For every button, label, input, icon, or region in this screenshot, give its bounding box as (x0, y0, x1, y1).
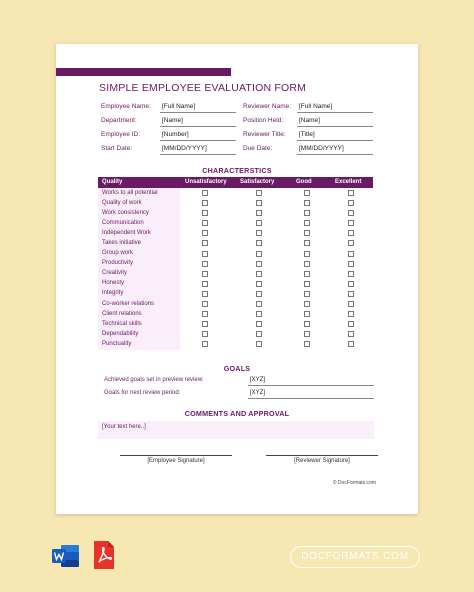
quality-label: Independent Work (98, 228, 180, 238)
table-row (98, 339, 373, 349)
quality-label: Honesty (98, 279, 180, 289)
rating-checkbox-unsatisfactory[interactable] (202, 311, 208, 317)
comments-title: COMMENTS AND APPROVAL (184, 409, 290, 418)
pdf-icon[interactable] (92, 540, 116, 570)
rating-checkbox-excellent[interactable] (348, 200, 354, 206)
rating-checkbox-satisfactory[interactable] (256, 341, 262, 347)
rating-checkbox-unsatisfactory[interactable] (202, 271, 208, 277)
form-title: SIMPLE EMPLOYEE EVALUATION FORM (99, 82, 307, 94)
info-row (56, 100, 418, 114)
rating-checkbox-satisfactory[interactable] (256, 210, 262, 216)
table-row (98, 289, 373, 299)
table-row (98, 198, 373, 208)
quality-label: Work consistency (98, 208, 180, 218)
department-label: Department: (101, 117, 137, 124)
rating-checkbox-satisfactory[interactable] (256, 220, 262, 226)
employee-name-label: Employee Name: (101, 103, 151, 110)
rating-checkbox-excellent[interactable] (348, 220, 354, 226)
rating-checkbox-good[interactable] (304, 331, 310, 337)
rating-checkbox-good[interactable] (304, 291, 310, 297)
table-row (98, 238, 373, 248)
rating-checkbox-excellent[interactable] (348, 240, 354, 246)
department-field[interactable]: [Name] (160, 115, 236, 127)
rating-checkbox-unsatisfactory[interactable] (202, 341, 208, 347)
achieved-goals-field[interactable]: [XYZ] (248, 375, 374, 386)
table-row (98, 319, 373, 329)
rating-checkbox-good[interactable] (304, 251, 310, 257)
rating-checkbox-good[interactable] (304, 200, 310, 206)
goal-row (56, 375, 418, 387)
reviewer-name-field[interactable]: [Full Name] (297, 101, 373, 113)
rating-checkbox-excellent[interactable] (348, 281, 354, 287)
rating-checkbox-unsatisfactory[interactable] (202, 190, 208, 196)
quality-label: Creativity (98, 269, 180, 279)
rating-checkbox-good[interactable] (304, 261, 310, 267)
employee-id-label: Employee ID: (101, 131, 141, 138)
table-body (98, 188, 373, 350)
rating-checkbox-satisfactory[interactable] (256, 251, 262, 257)
rating-checkbox-excellent[interactable] (348, 251, 354, 257)
rating-checkbox-unsatisfactory[interactable] (202, 230, 208, 236)
goals-title: GOALS (223, 364, 251, 373)
rating-checkbox-satisfactory[interactable] (256, 301, 262, 307)
rating-checkbox-good[interactable] (304, 210, 310, 216)
form-page (56, 44, 418, 514)
rating-checkbox-good[interactable] (304, 311, 310, 317)
next-goals-label: Goals for next review period: (104, 390, 181, 396)
rating-checkbox-satisfactory[interactable] (256, 261, 262, 267)
rating-checkbox-satisfactory[interactable] (256, 200, 262, 206)
table-row (98, 208, 373, 218)
table-row (98, 259, 373, 269)
header-unsatisfactory: Unsatisfactory (185, 179, 227, 185)
header-accent-bar (56, 68, 231, 76)
table-row (98, 218, 373, 228)
reviewer-title-field[interactable]: [Title] (297, 129, 373, 141)
rating-checkbox-unsatisfactory[interactable] (202, 301, 208, 307)
goal-row (56, 388, 418, 400)
rating-checkbox-good[interactable] (304, 341, 310, 347)
rating-checkbox-excellent[interactable] (348, 291, 354, 297)
rating-checkbox-satisfactory[interactable] (256, 291, 262, 297)
reviewer-signature-line[interactable]: [Reviewer Signature] (266, 455, 378, 466)
quality-label: Productivity (98, 259, 180, 269)
quality-label: Quality of work (98, 198, 180, 208)
quality-label: Technical skills (98, 319, 180, 329)
rating-checkbox-excellent[interactable] (348, 210, 354, 216)
rating-checkbox-good[interactable] (304, 230, 310, 236)
rating-checkbox-good[interactable] (304, 271, 310, 277)
rating-checkbox-satisfactory[interactable] (256, 240, 262, 246)
quality-label: Communication (98, 218, 180, 228)
table-header (98, 177, 373, 188)
rating-checkbox-unsatisfactory[interactable] (202, 281, 208, 287)
table-row (98, 329, 373, 339)
rating-checkbox-satisfactory[interactable] (256, 321, 262, 327)
rating-checkbox-unsatisfactory[interactable] (202, 200, 208, 206)
quality-label: Integrity (98, 289, 180, 299)
rating-checkbox-excellent[interactable] (348, 331, 354, 337)
rating-checkbox-excellent[interactable] (348, 301, 354, 307)
copyright-text: © DocFormats.com (332, 480, 376, 486)
start-date-field[interactable]: [MM/DD/YYYY] (160, 143, 236, 155)
table-row (98, 309, 373, 319)
employee-name-field[interactable]: [Full Name] (160, 101, 236, 113)
comments-field[interactable]: [Your text here..] (98, 421, 374, 439)
rating-checkbox-unsatisfactory[interactable] (202, 220, 208, 226)
table-row (98, 299, 373, 309)
quality-label: Dependability (98, 329, 180, 339)
rating-checkbox-unsatisfactory[interactable] (202, 210, 208, 216)
position-held-label: Position Held: (243, 117, 284, 124)
header-satisfactory: Satisfactory (240, 179, 275, 185)
table-row (98, 249, 373, 259)
rating-checkbox-unsatisfactory[interactable] (202, 331, 208, 337)
position-held-field[interactable]: [Name] (297, 115, 373, 127)
info-row (56, 128, 418, 142)
rating-checkbox-excellent[interactable] (348, 341, 354, 347)
due-date-field[interactable]: [MM/DD/YYYY] (297, 143, 373, 155)
rating-checkbox-unsatisfactory[interactable] (202, 240, 208, 246)
rating-checkbox-satisfactory[interactable] (256, 331, 262, 337)
quality-label: Co-worker relations (98, 299, 180, 309)
rating-checkbox-good[interactable] (304, 321, 310, 327)
header-quality: Quality (102, 179, 123, 185)
rating-checkbox-excellent[interactable] (348, 230, 354, 236)
next-goals-field[interactable]: [XYZ] (248, 388, 374, 399)
rating-checkbox-unsatisfactory[interactable] (202, 291, 208, 297)
due-date-label: Due Date: (243, 145, 273, 152)
employee-signature-line[interactable]: [Employee Signature] (120, 455, 232, 466)
quality-label: Punctuality (98, 339, 180, 349)
rating-checkbox-satisfactory[interactable] (256, 271, 262, 277)
rating-checkbox-excellent[interactable] (348, 261, 354, 267)
word-icon[interactable] (52, 544, 80, 568)
rating-checkbox-satisfactory[interactable] (256, 230, 262, 236)
achieved-goals-label: Achieved goals set in preview review: (104, 377, 204, 383)
characteristics-title: CHARACTERSTICS (202, 166, 272, 175)
quality-label: Client relations (98, 309, 180, 319)
info-row (56, 114, 418, 128)
rating-checkbox-satisfactory[interactable] (256, 311, 262, 317)
rating-checkbox-good[interactable] (304, 190, 310, 196)
rating-checkbox-unsatisfactory[interactable] (202, 321, 208, 327)
rating-checkbox-good[interactable] (304, 240, 310, 246)
start-date-label: Start Date: (101, 145, 133, 152)
rating-checkbox-satisfactory[interactable] (256, 190, 262, 196)
info-row (56, 142, 418, 156)
quality-label: Takes initiative (98, 238, 180, 248)
table-row (98, 279, 373, 289)
rating-checkbox-excellent[interactable] (348, 321, 354, 327)
rating-checkbox-satisfactory[interactable] (256, 281, 262, 287)
reviewer-title-label: Reviewer Title: (243, 131, 286, 138)
quality-label: Group work (98, 249, 180, 259)
rating-checkbox-good[interactable] (304, 301, 310, 307)
table-row (98, 188, 373, 198)
quality-label: Works to all potential (98, 188, 180, 198)
rating-checkbox-good[interactable] (304, 220, 310, 226)
rating-checkbox-unsatisfactory[interactable] (202, 261, 208, 267)
employee-id-field[interactable]: [Number] (160, 129, 236, 141)
characteristics-table (98, 177, 373, 350)
brand-badge[interactable]: DOCFORMATS.COM (290, 546, 420, 568)
header-good: Good (296, 179, 312, 185)
header-excellent: Excellent (335, 179, 362, 185)
reviewer-name-label: Reviewer Name: (243, 103, 292, 110)
rating-checkbox-excellent[interactable] (348, 190, 354, 196)
rating-checkbox-good[interactable] (304, 281, 310, 287)
table-row (98, 269, 373, 279)
rating-checkbox-excellent[interactable] (348, 271, 354, 277)
table-row (98, 228, 373, 238)
rating-checkbox-excellent[interactable] (348, 311, 354, 317)
rating-checkbox-unsatisfactory[interactable] (202, 251, 208, 257)
